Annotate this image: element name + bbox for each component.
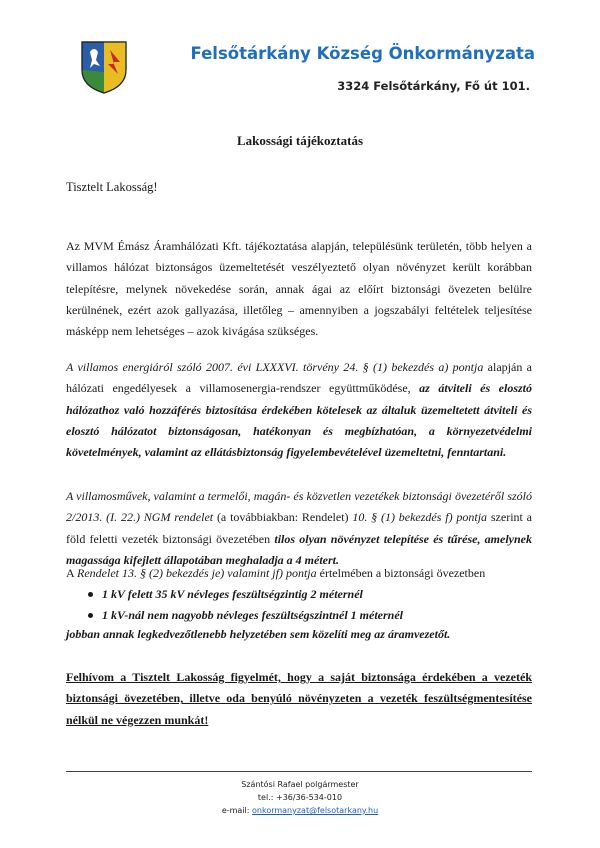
paragraph-intro: Az MVM Émász Áramhálózati Kft. tájékoztatása alapján, településünk területén, több helyen a villamos hálózat biztonságos üzemeltetését veszélyeztető olyan növényzet került korábban telepítésre, melynek növekedése során, annak ágai az előírt biztonsági övezeten belülre kerülnének, ezért azok gallyazása, illetőleg – amennyiben a jogszabályi feltételek teljesítése másképp nem lehetséges – azok kivágása szükséges. xyxy=(66,239,532,339)
distance-list xyxy=(66,584,532,626)
list-item xyxy=(66,584,532,605)
paragraph-text-secondary: szerint a föld feletti vezeték biztonsági övezetében xyxy=(66,510,533,546)
bullet-icon xyxy=(88,592,93,597)
law-reference: A villamosművek, valamint a termelői, magán- és közvetlen vezetékek biztonsági övezetéről szóló 2/2013. (I. 22.) NGM rendelet xyxy=(66,489,532,525)
document-title: Lakossági tájékoztatás xyxy=(236,133,364,148)
coat-of-arms-icon xyxy=(80,40,128,94)
law-reference-secondary: 10. § (1) bekezdés f) pontja xyxy=(352,510,488,525)
paragraph-text: alapján a hálózati engedélyesek a villamosenergia-rendszer együttműködése, xyxy=(66,360,532,396)
paragraph-text-secondary: értelmében a biztonsági övezetben xyxy=(316,566,486,580)
list-item-text: 1 kV felett 35 kV névleges feszültségzintig 2 méternél xyxy=(102,587,363,601)
list-item xyxy=(66,605,532,626)
email-link[interactable]: onkormanyzat@felsotarkany.hu xyxy=(252,806,379,815)
paragraph-law-energy xyxy=(66,357,532,463)
signatory: Szántósi Rafael polgármester xyxy=(241,780,359,789)
paragraph-law-decree xyxy=(66,486,532,571)
bullet-icon xyxy=(88,613,93,618)
law-reference: Rendelet 13. § (2) bekezdés je) valamint jf) pontja xyxy=(77,566,317,580)
law-reference: A villamos energiáról szóló 2007. évi LXXXVI. törvény 24. § (1) bekezdés a) pontja xyxy=(66,360,484,374)
phone-number: tel.: +36/36-534-010 xyxy=(257,793,343,802)
email-line xyxy=(0,804,600,817)
footer xyxy=(0,778,600,817)
email-label: e-mail: xyxy=(221,806,252,815)
emphasis-text: tilos olyan növényzet telepítése és tűrése, amelynek magassága kifejlett állapotában meghaladja a 4 métert. xyxy=(66,531,532,567)
paragraph-text: (a továbbiakban: Rendelet) xyxy=(213,510,353,525)
footer-divider xyxy=(66,771,532,772)
org-address: 3324 Felsőtárkány, Fő út 101. xyxy=(337,79,530,93)
paragraph-zone-intro xyxy=(66,563,532,583)
list-item-text: 1 kV-nál nem nagyobb névleges feszültségszintnél 1 méternél xyxy=(102,608,404,622)
salutation: Tisztelt Lakosság! xyxy=(66,180,158,194)
safety-warning: Felhívom a Tisztelt Lakosság figyelmét, hogy a saját biztonsága érdekében a vezeték biztonsági övezetében, illetve oda benyúló növényzeten a vezeték feszültségmentesítése nélkül ne végezzen munkát! xyxy=(66,670,532,727)
closing-line: jobban annak legkedvezőtlenebb helyzetében sem közelíti meg az áramvezetőt. xyxy=(66,627,451,641)
paragraph-text: A xyxy=(66,566,78,580)
emphasis-text: az átviteli és elosztó hálózathoz való hozzáférés biztosítása érdekében kötelesek az általuk üzemeltetett átviteli és elosztó hálózatot biztonságosan, hatékonyan és megbízhatóan, a környezetvédelmi követelmények, valamint az ellátásbiztonság figyelembevételével üzemeltetni, fenntartani. xyxy=(66,381,532,460)
org-name: Felsőtárkány Község Önkormányzata xyxy=(190,44,535,63)
